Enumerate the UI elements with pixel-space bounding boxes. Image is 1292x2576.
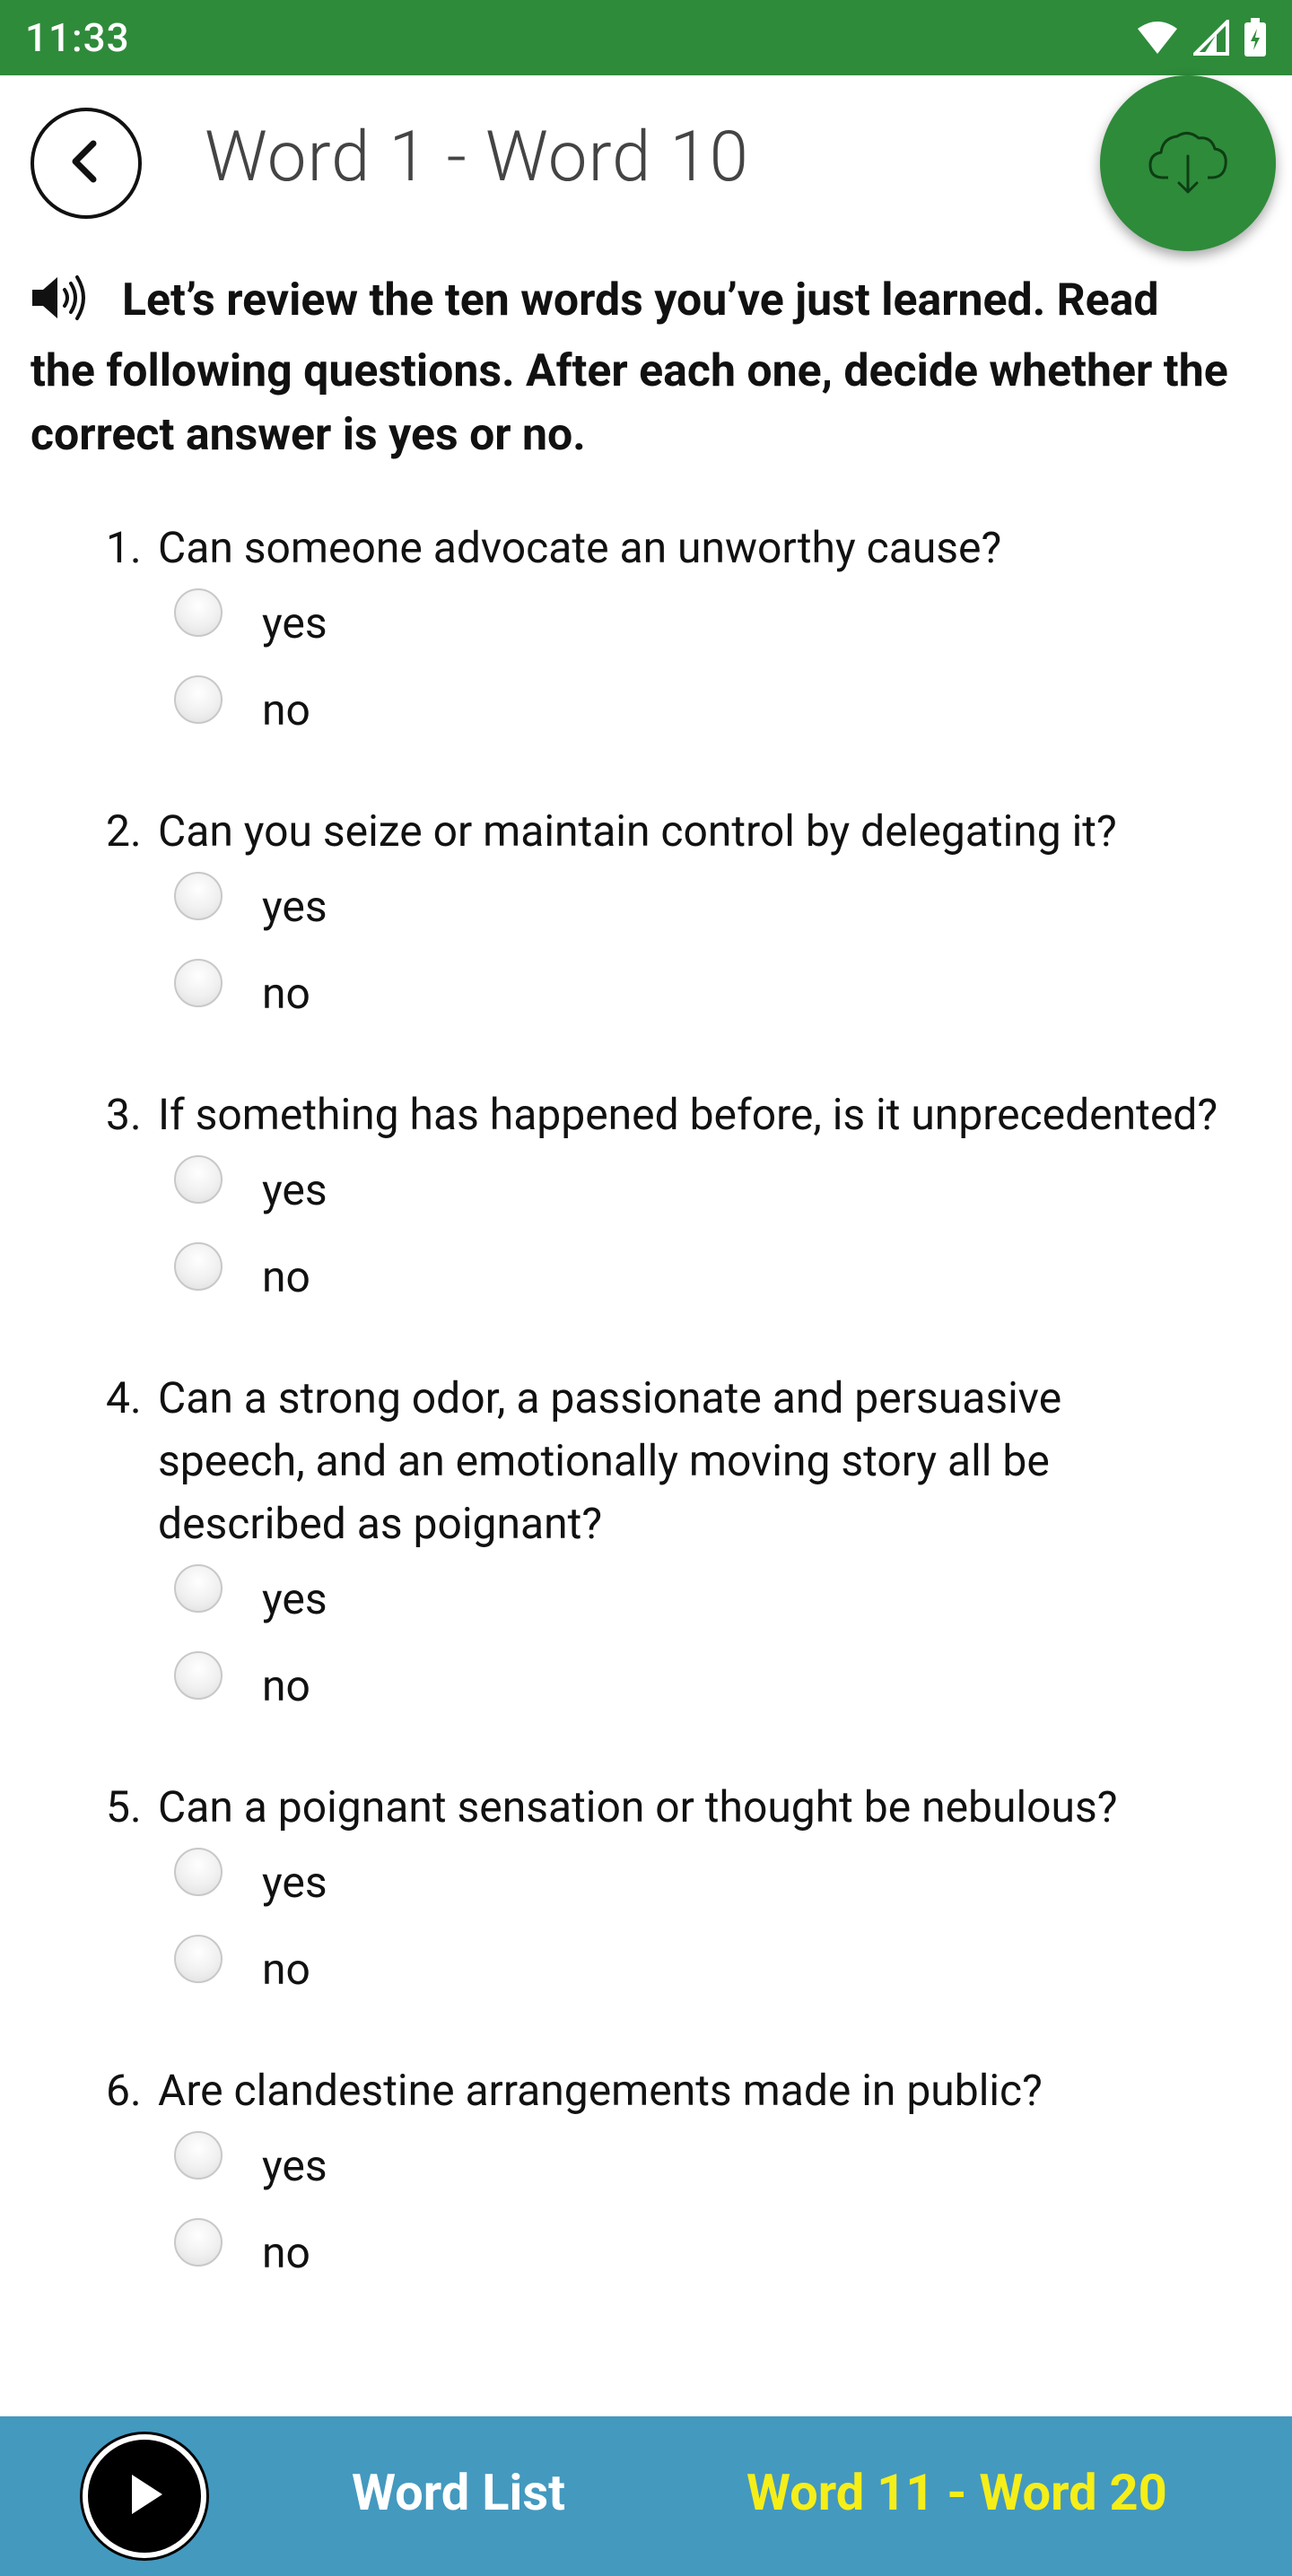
bottom-navigation-bar [0,2416,1292,2576]
option-label: yes [262,881,327,932]
answer-option-yes[interactable] [174,2122,1218,2209]
option-label: no [262,1660,310,1711]
question-number: 5. [106,1781,142,1832]
question-text: If something has happened before, is it unprecedented? [158,1089,1218,1140]
status-time: 11:33 [25,14,130,61]
radio-button[interactable] [174,2131,223,2180]
answer-option-yes[interactable] [174,863,1218,950]
option-label: no [262,1944,310,1995]
back-button[interactable] [31,108,142,219]
answer-option-no[interactable] [174,1233,1218,1320]
question-6 [106,2059,1218,2343]
radio-button[interactable] [174,2218,223,2267]
header [0,75,1292,251]
cloud-download-button[interactable] [1100,75,1276,251]
option-label: yes [262,2140,327,2191]
questions-list [0,517,1292,2343]
question-number: 6. [106,2065,142,2116]
option-label: no [262,1251,310,1302]
instructions [31,269,1233,467]
answer-option-yes[interactable] [174,579,1218,666]
option-label: yes [262,1573,327,1624]
question-text: Can a strong odor, a passionate and persuasive speech, and an emotionally moving story all be described as poignant? [158,1372,1062,1549]
play-icon [118,2467,171,2525]
option-label: no [262,684,310,735]
status-icons [1136,18,1267,57]
radio-button[interactable] [174,1935,223,1983]
radio-button[interactable] [174,1242,223,1291]
question-5 [106,1776,1218,2059]
question-text: Can someone advocate an unworthy cause? [158,522,1002,573]
option-label: no [262,2227,310,2278]
page-title: Word 1 - Word 10 [205,117,749,198]
answer-option-no[interactable] [174,2209,1218,2296]
question-number: 2. [106,805,142,857]
question-text: Are clandestine arrangements made in public? [158,2065,1043,2116]
question-4 [106,1367,1218,1776]
radio-button[interactable] [174,1155,223,1204]
cell-signal-icon [1193,20,1229,56]
option-label: no [262,968,310,1019]
word-list-link[interactable]: Word List [352,2463,566,2522]
radio-button[interactable] [174,675,223,724]
option-label: yes [262,1857,327,1908]
chevron-left-icon [59,135,113,192]
status-bar [0,0,1292,75]
question-text: Can a poignant sensation or thought be nebulous? [158,1781,1118,1832]
radio-button[interactable] [174,1651,223,1700]
answer-option-no[interactable] [174,1926,1218,2013]
question-number: 3. [106,1089,142,1140]
answer-option-no[interactable] [174,666,1218,753]
option-label: yes [262,597,327,648]
radio-button[interactable] [174,588,223,637]
question-number: 1. [106,522,142,573]
battery-icon [1244,18,1267,57]
question-2 [106,800,1218,1083]
radio-button[interactable] [174,1848,223,1896]
answer-option-yes[interactable] [174,1839,1218,1926]
question-3 [106,1083,1218,1367]
option-label: yes [262,1164,327,1215]
question-1 [106,517,1218,800]
instructions-text: Let’s review the ten words you’ve just learned. Read the following questions. After each one, decide whether the correct answer is yes or no. [31,274,1228,461]
answer-option-yes[interactable] [174,1555,1218,1642]
cloud-download-icon [1145,126,1231,201]
answer-option-no[interactable] [174,1642,1218,1729]
radio-button[interactable] [174,1564,223,1613]
play-button[interactable] [83,2434,206,2558]
answer-option-yes[interactable] [174,1146,1218,1233]
radio-button[interactable] [174,872,223,920]
question-number: 4. [106,1372,142,1423]
next-lesson-link[interactable]: Word 11 - Word 20 [746,2463,1167,2522]
speaker-icon[interactable] [31,274,90,340]
question-text: Can you seize or maintain control by delegating it? [158,805,1117,857]
radio-button[interactable] [174,959,223,1007]
wifi-icon [1136,20,1179,56]
answer-option-no[interactable] [174,950,1218,1037]
